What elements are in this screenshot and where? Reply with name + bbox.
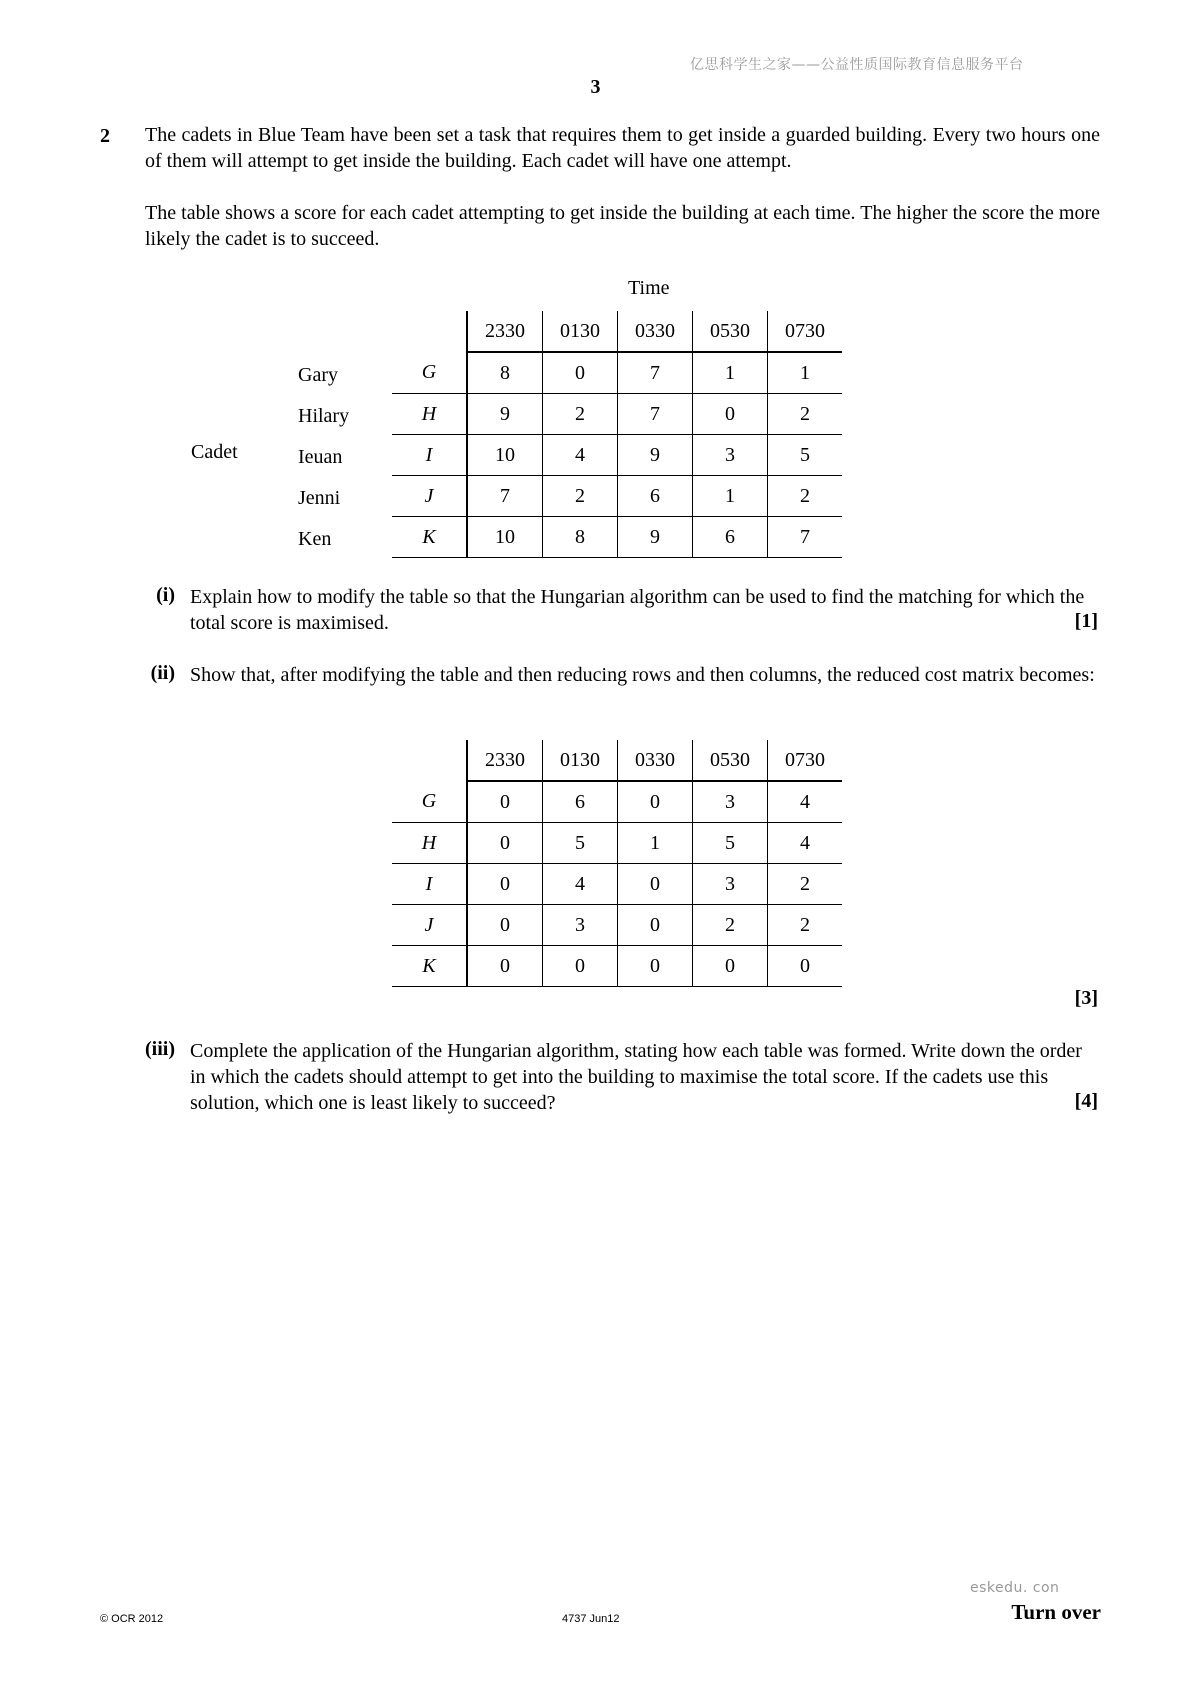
score-table-cell: 6 bbox=[693, 517, 768, 558]
score-table-cell: 8 bbox=[467, 352, 543, 394]
score-table-cell: 0 bbox=[543, 352, 618, 394]
part-iii-label: (iii) bbox=[145, 1038, 175, 1060]
score-table-cell: 2 bbox=[543, 476, 618, 517]
reduced-table-cell: 4 bbox=[543, 864, 618, 905]
reduced-table-cell: 0 bbox=[543, 946, 618, 987]
score-table-cell: 2 bbox=[543, 394, 618, 435]
watermark-top: 亿思科学生之家——公益性质国际教育信息服务平台 bbox=[690, 57, 1024, 73]
question-number: 2 bbox=[100, 125, 110, 147]
score-table-cell: 9 bbox=[618, 517, 693, 558]
score-table-cell: 3 bbox=[693, 435, 768, 476]
score-table-row-letter: I bbox=[392, 435, 467, 476]
score-table-header-cell: 0530 bbox=[693, 311, 768, 352]
reduced-table-header-cell: 2330 bbox=[467, 740, 543, 781]
reduced-table-cell: 0 bbox=[618, 946, 693, 987]
score-table-cell: 1 bbox=[693, 352, 768, 394]
reduced-table-cell: 3 bbox=[543, 905, 618, 946]
reduced-table-cell: 0 bbox=[768, 946, 843, 987]
score-table-row-letter: G bbox=[392, 352, 467, 394]
reduced-table-corner-cell bbox=[392, 740, 467, 781]
reduced-table-cell: 4 bbox=[768, 781, 843, 823]
reduced-table-cell: 1 bbox=[618, 823, 693, 864]
score-table-cell: 0 bbox=[693, 394, 768, 435]
part-iii-marks: [4] bbox=[1074, 1090, 1098, 1112]
cadet-name: Gary bbox=[298, 364, 338, 386]
score-table-cell: 7 bbox=[618, 352, 693, 394]
cadet-name: Hilary bbox=[298, 405, 350, 427]
time-label: Time bbox=[628, 277, 670, 299]
page-number: 3 bbox=[590, 76, 601, 98]
reduced-table-cell: 3 bbox=[693, 864, 768, 905]
watermark-bottom: eskedu. con bbox=[970, 1580, 1060, 1596]
score-table-cell: 7 bbox=[467, 476, 543, 517]
reduced-table-cell: 0 bbox=[467, 864, 543, 905]
reduced-table-cell: 0 bbox=[467, 823, 543, 864]
reduced-table-row bbox=[392, 781, 842, 823]
score-table-cell: 2 bbox=[768, 476, 843, 517]
score-table-row-letter: K bbox=[392, 517, 467, 558]
score-table-row-letter: H bbox=[392, 394, 467, 435]
reduced-table-row bbox=[392, 946, 842, 987]
reduced-table-cell: 0 bbox=[467, 781, 543, 823]
cadet-name: Jenni bbox=[298, 487, 341, 509]
reduced-table-header-cell: 0530 bbox=[693, 740, 768, 781]
score-table-cell: 4 bbox=[543, 435, 618, 476]
reduced-table-row bbox=[392, 905, 842, 946]
intro-paragraph-1: The cadets in Blue Team have been set a task that requires them to get inside a guarded building. Every two hours one of them will attempt to get inside the building. Each cadet will have one attempt. bbox=[145, 124, 1100, 172]
score-table-cell: 10 bbox=[467, 435, 543, 476]
score-table-corner-cell bbox=[392, 311, 467, 352]
reduced-table-row-letter: H bbox=[392, 823, 467, 864]
part-ii-marks: [3] bbox=[1074, 987, 1098, 1009]
reduced-table-header-cell: 0130 bbox=[543, 740, 618, 781]
reduced-table-cell: 0 bbox=[618, 781, 693, 823]
turn-over: Turn over bbox=[1011, 1600, 1101, 1624]
footer-copyright: © OCR 2012 bbox=[100, 1613, 164, 1625]
reduced-table-row bbox=[392, 823, 842, 864]
reduced-table-cell: 4 bbox=[768, 823, 843, 864]
score-table-header-cell: 0730 bbox=[768, 311, 843, 352]
score-table-cell: 10 bbox=[467, 517, 543, 558]
part-i-label: (i) bbox=[156, 584, 175, 606]
part-iii-text: Complete the application of the Hungarian algorithm, stating how each table was formed. Write down the order in which the cadets should attempt to get into the building to maximise the total score. If the cadets use this solution, which one is least likely to succeed? bbox=[190, 1040, 1082, 1114]
part-i-text: Explain how to modify the table so that the Hungarian algorithm can be used to find the matching for which the total score is maximised. bbox=[190, 586, 1085, 634]
part-i-marks: [1] bbox=[1074, 610, 1098, 632]
cadet-name: Ieuan bbox=[298, 446, 343, 468]
reduced-table-row-letter: J bbox=[392, 905, 467, 946]
score-table-cell: 1 bbox=[768, 352, 843, 394]
reduced-table-cell: 0 bbox=[467, 946, 543, 987]
reduced-table-cell: 0 bbox=[693, 946, 768, 987]
cadet-label: Cadet bbox=[191, 441, 238, 463]
reduced-table-cell: 2 bbox=[768, 905, 843, 946]
score-table-row bbox=[392, 352, 842, 394]
score-table-cell: 1 bbox=[693, 476, 768, 517]
reduced-table-row-letter: G bbox=[392, 781, 467, 823]
reduced-table-cell: 3 bbox=[693, 781, 768, 823]
footer-paper-code: 4737 Jun12 bbox=[562, 1613, 620, 1625]
score-table-cell: 9 bbox=[618, 435, 693, 476]
score-table-cell: 5 bbox=[768, 435, 843, 476]
score-table-row bbox=[392, 476, 842, 517]
reduced-table-row bbox=[392, 864, 842, 905]
score-table bbox=[392, 311, 842, 558]
reduced-table-cell: 0 bbox=[467, 905, 543, 946]
part-ii-label: (ii) bbox=[150, 662, 175, 684]
reduced-table-cell: 0 bbox=[618, 905, 693, 946]
reduced-table-cell: 2 bbox=[693, 905, 768, 946]
reduced-cost-table bbox=[392, 740, 842, 987]
score-table-cell: 2 bbox=[768, 394, 843, 435]
score-table-header-row bbox=[392, 311, 842, 352]
score-table-header-cell: 2330 bbox=[467, 311, 543, 352]
part-ii-text: Show that, after modifying the table and then reducing rows and then columns, the reduced cost matrix becomes: bbox=[190, 664, 1095, 686]
cadet-name: Ken bbox=[298, 528, 332, 550]
score-table-cell: 7 bbox=[768, 517, 843, 558]
score-table-cell: 9 bbox=[467, 394, 543, 435]
reduced-table-header-cell: 0730 bbox=[768, 740, 843, 781]
reduced-table-cell: 2 bbox=[768, 864, 843, 905]
intro-paragraph-2: The table shows a score for each cadet attempting to get inside the building at each time. The higher the score the more likely the cadet is to succeed. bbox=[145, 202, 1100, 250]
score-table-cell: 6 bbox=[618, 476, 693, 517]
reduced-table-cell: 6 bbox=[543, 781, 618, 823]
reduced-table-cell: 5 bbox=[693, 823, 768, 864]
score-table-header-cell: 0330 bbox=[618, 311, 693, 352]
reduced-table-cell: 5 bbox=[543, 823, 618, 864]
score-table-row bbox=[392, 394, 842, 435]
score-table-cell: 7 bbox=[618, 394, 693, 435]
reduced-table-cell: 0 bbox=[618, 864, 693, 905]
reduced-table-row-letter: K bbox=[392, 946, 467, 987]
score-table-cell: 8 bbox=[543, 517, 618, 558]
score-table-row bbox=[392, 435, 842, 476]
reduced-table-header-row bbox=[392, 740, 842, 781]
score-table-row-letter: J bbox=[392, 476, 467, 517]
reduced-table-header-cell: 0330 bbox=[618, 740, 693, 781]
score-table-row bbox=[392, 517, 842, 558]
reduced-table-row-letter: I bbox=[392, 864, 467, 905]
score-table-header-cell: 0130 bbox=[543, 311, 618, 352]
